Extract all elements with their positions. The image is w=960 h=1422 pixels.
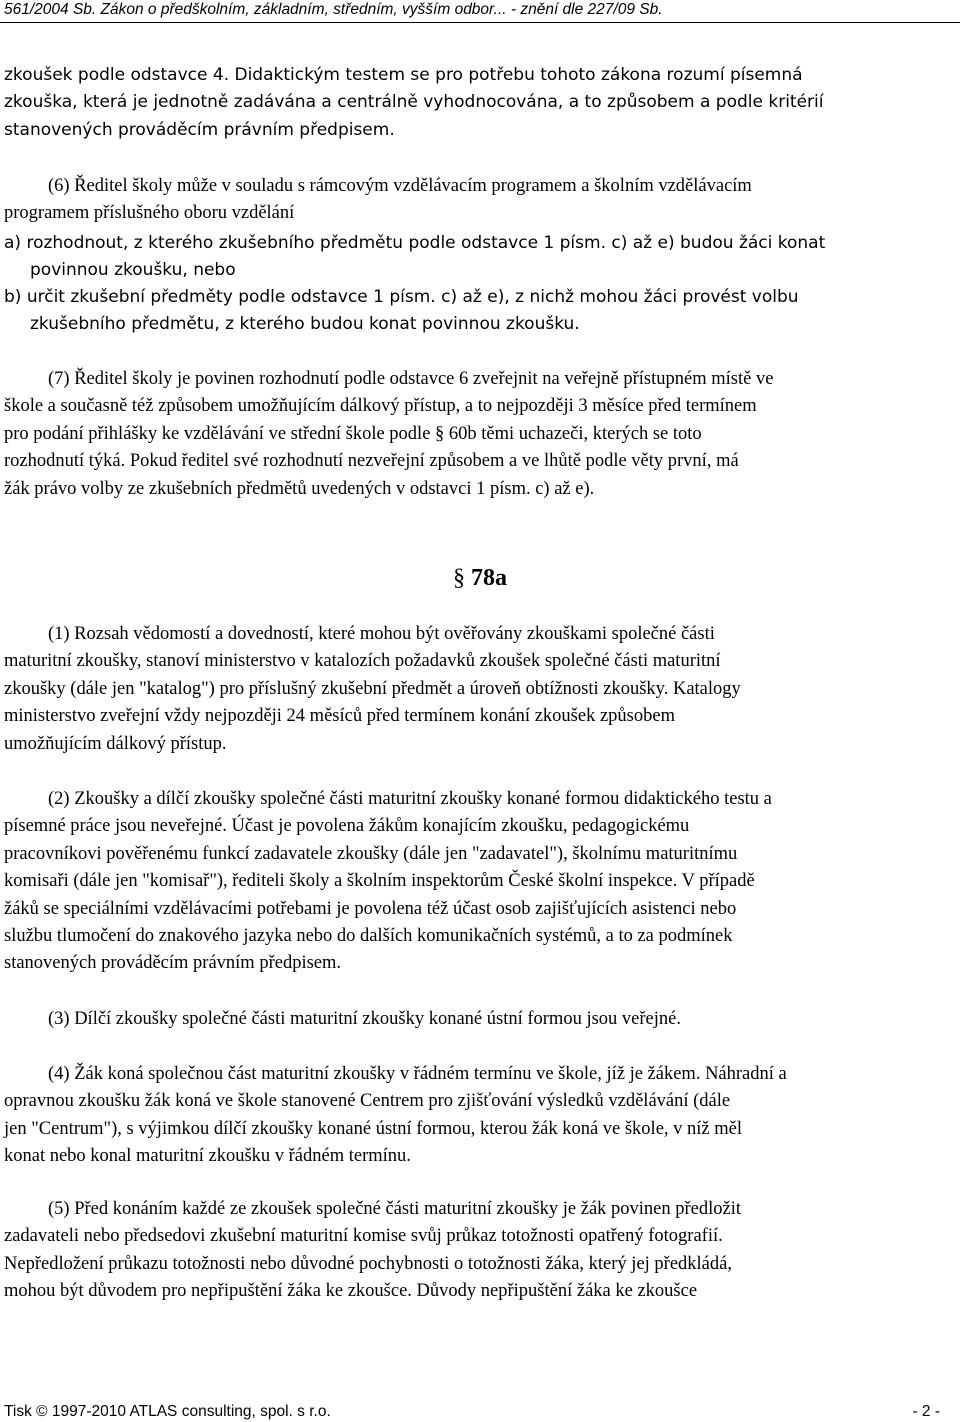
- text-line: (7) Ředitel školy je povinen rozhodnutí podle odstavce 6 zveřejnit na veřejně přístupném místě ve: [48, 369, 774, 389]
- text-line: povinnou zkoušku, nebo: [30, 260, 236, 281]
- text-line: ministerstvo zveřejní vždy nejpozději 24 měsíců před termínem konání zkoušek způsobem: [4, 706, 675, 727]
- text-line: zkušebního předmětu, z kterého budou konat povinnou zkoušku.: [30, 314, 580, 335]
- text-line: komisaři (dále jen "komisař"), řediteli školy a školním inspektorům České školní inspekce. V případě: [4, 871, 755, 892]
- text-line: jen "Centrum"), s výjimkou dílčí zkoušky konané ústní formou, kterou žák koná ve škole, v níž měl: [4, 1118, 743, 1139]
- text-line: (1) Rozsah vědomostí a dovedností, které mohou být ověřovány zkouškami společné části: [48, 624, 715, 644]
- text-line: (3) Dílčí zkoušky společné části maturitní zkoušky konané ústní formou jsou veřejné.: [48, 1009, 681, 1029]
- text-line: opravnou zkoušku žák koná ve škole stanovené Centrem pro zjišťování výsledků vzdělávání (dále: [4, 1091, 731, 1112]
- page-number: - 2 -: [912, 1403, 940, 1420]
- text-line: (6) Ředitel školy může v souladu s rámcovým vzdělávacím programem a školním vzdělávacím: [48, 176, 752, 196]
- text-line: zkoušky (dále jen "katalog") pro příslušný zkušební předmět a úroveň obtížnosti zkoušky. Katalogy: [4, 678, 741, 699]
- text-line: programem příslušného oboru vzdělání: [4, 203, 295, 224]
- text-line: (5) Před konáním každé ze zkoušek společné části maturitní zkoušky je žák povinen předložit: [48, 1199, 742, 1219]
- text-line: písemné práce jsou neveřejné. Účast je povolena žákům konajícím zkoušku, pedagogickému: [4, 816, 690, 837]
- document-footer: [4, 1402, 940, 1421]
- text-line: žák právo volby ze zkušebních předmětů uvedených v odstavci 1 písm. c) až e).: [4, 478, 595, 499]
- text-line: mohou být důvodem pro nepřipuštění žáka ke zkoušce. Důvody nepřipuštění žáka ke zkoušce: [4, 1281, 698, 1302]
- text-line: (4) Žák koná společnou část maturitní zkoušky v řádném termínu ve škole, jíž je žákem. Náhradní a: [48, 1064, 787, 1084]
- text-line: stanovených prováděcím právním předpisem.: [4, 119, 395, 140]
- text-line: b) určit zkušební předměty podle odstavce 1 písm. c) až e), z nichž mohou žáci provést volbu: [4, 287, 799, 307]
- text-line: (2) Zkoušky a dílčí zkoušky společné části maturitní zkoušky konané formou didaktického testu a: [48, 789, 772, 809]
- text-line: škole a současně též způsobem umožňujícím dálkový přístup, a to nejpozději 3 měsíce před termínem: [4, 396, 757, 417]
- section-paragraph-2: [4, 786, 960, 978]
- text-line: pro podání přihlášky ke vzdělávání ve střední škole podle § 60b těmi uchazeči, kterých se toto: [4, 423, 702, 444]
- paragraph-6: [4, 173, 960, 228]
- section-heading: [0, 562, 960, 594]
- text-line: rozhodnutí týká. Pokud ředitel své rozhodnutí nezveřejní způsobem a ve lhůtě podle věty první, má: [4, 451, 739, 472]
- paragraph-6-item-b: [4, 284, 960, 339]
- text-line: žáků se speciálními vzdělávacími potřebami je povolena též účast osob zajišťujících asistenci nebo: [4, 898, 737, 919]
- section-number: 78a: [471, 565, 507, 591]
- text-line: zkouška, která je jednotně zadávána a centrálně vyhodnocována, a to způsobem a podle kritérií: [4, 92, 824, 113]
- paragraph-6-item-a: [4, 230, 960, 285]
- text-line: stanovených prováděcím právním předpisem.: [4, 953, 342, 974]
- text-line: službu tlumočení do znakového jazyka nebo do dalších komunikačních systémů, a to za podmínek: [4, 925, 733, 946]
- intro-paragraph: [4, 62, 960, 144]
- text-line: maturitní zkoušky, stanoví ministerstvo v katalozích požadavků zkoušek společné části maturitní: [4, 651, 721, 672]
- paragraph-7: [4, 366, 960, 503]
- section-paragraph-4: [4, 1061, 960, 1171]
- text-line: Nepředložení průkazu totožnosti nebo důvodné pochybnosti o totožnosti žáka, který jej předkládá,: [4, 1253, 732, 1274]
- section-paragraph-5: [4, 1196, 960, 1306]
- section-sign: §: [453, 565, 465, 591]
- text-line: konat nebo konal maturitní zkoušku v řádném termínu.: [4, 1146, 411, 1167]
- document-header: 561/2004 Sb. Zákon o předškolním, základním, středním, vyšším odbor... - znění dle 227/09 Sb.: [4, 1, 663, 18]
- footer-copyright: Tisk © 1997-2010 ATLAS consulting, spol. s r.o.: [4, 1403, 331, 1420]
- text-line: zkoušek podle odstavce 4. Didaktickým testem se pro potřebu tohoto zákona rozumí písemná: [4, 65, 803, 85]
- text-line: zadavateli nebo předsedovi zkušební maturitní komise svůj průkaz totožnosti opatřený fotografií.: [4, 1226, 723, 1247]
- text-line: umožňujícím dálkový přístup.: [4, 733, 227, 754]
- header-divider: [0, 22, 960, 23]
- text-line: a) rozhodnout, z kterého zkušebního předmětu podle odstavce 1 písm. c) až e) budou žáci konat: [4, 233, 826, 253]
- text-line: pracovníkovi pověřenému funkcí zadavatele zkoušky (dále jen "zadavatel"), školnímu maturitnímu: [4, 843, 738, 864]
- section-paragraph-1: [4, 621, 960, 758]
- section-paragraph-3: [4, 1006, 960, 1033]
